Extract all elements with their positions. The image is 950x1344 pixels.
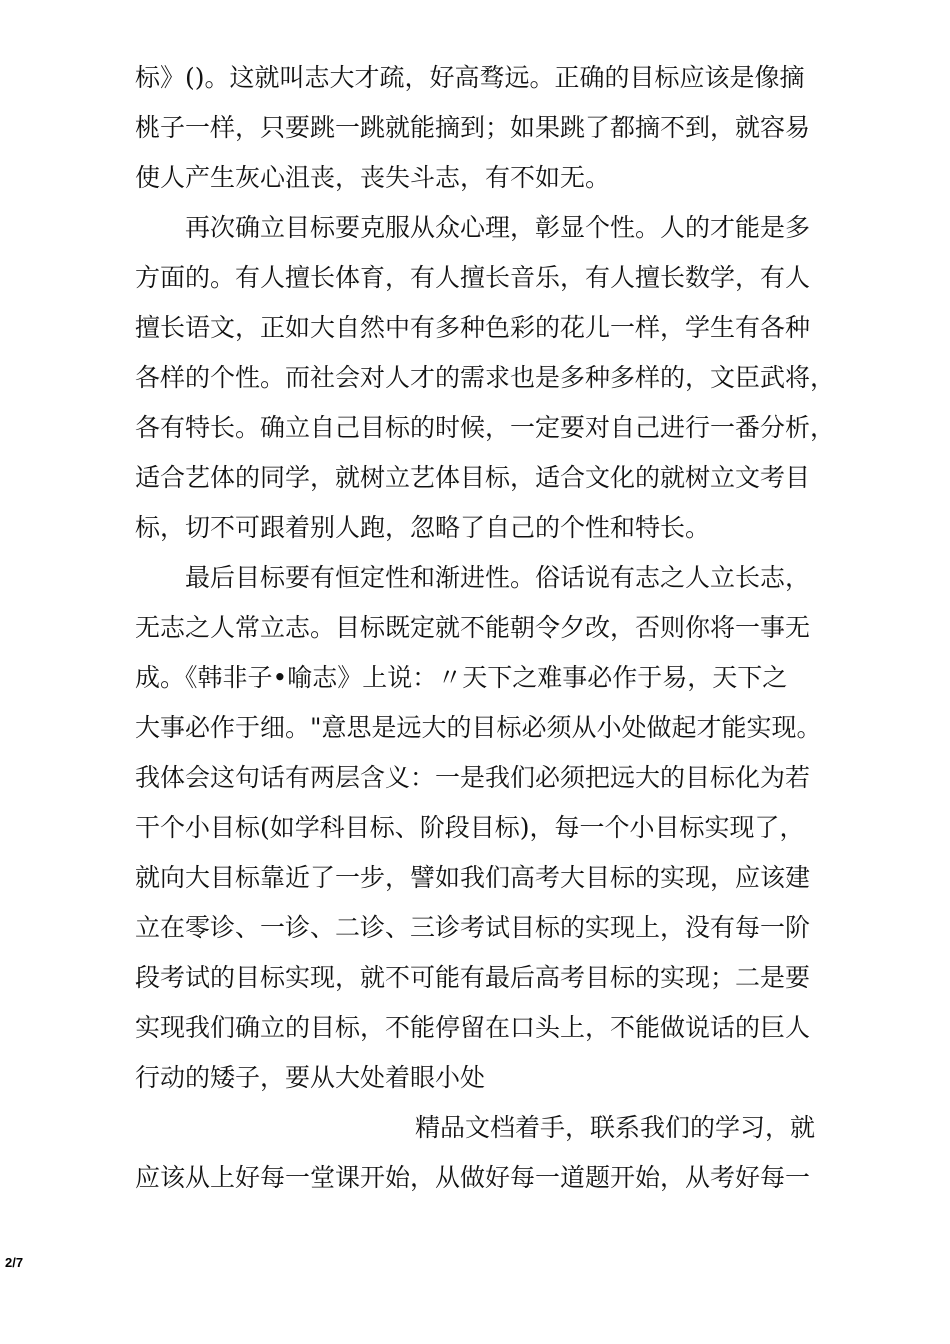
text-line: 擅长语文，正如大自然中有多种色彩的花儿一样，学生有各种 [135, 313, 811, 342]
text-line: 适合艺体的同学，就树立艺体目标，适合文化的就树立文考目 [135, 463, 811, 492]
text-line: 桃子一样，只要跳一跳就能摘到；如果跳了都摘不到，就容易 [135, 113, 811, 142]
text-line: 无志之人常立志。目标既定就不能朝令夕改，否则你将一事无 [135, 613, 811, 642]
paragraph-start-line: 最后目标要有恒定性和渐进性。俗话说有志之人立长志， [185, 563, 811, 592]
text-line: 各样的个性。而社会对人才的需求也是多种多样的，文臣武将， [135, 363, 835, 392]
page-number: 2/7 [5, 1255, 24, 1270]
paragraph-start-line: 再次确立目标要克服从众心理，彰显个性。人的才能是多 [185, 213, 811, 242]
text-line: 大事必作于细。"意思是远大的目标必须从小处做起才能实现。 [135, 713, 822, 742]
text-line: 干个小目标(如学科目标、阶段目标)，每一个小目标实现了， [135, 813, 805, 842]
text-line: 标》()。这就叫志大才疏，好高骛远。正确的目标应该是像摘 [135, 63, 805, 92]
text-line: 精品文档着手，联系我们的学习，就 [415, 1113, 816, 1142]
text-line: 行动的矮子，要从大处着眼小处 [135, 1063, 486, 1092]
text-line: 各有特长。确立自己目标的时候，一定要对自己进行一番分析， [135, 413, 835, 442]
text-line: 我体会这句话有两层含义：一是我们必须把远大的目标化为若 [135, 763, 811, 792]
text-line: 段考试的目标实现，就不可能有最后高考目标的实现；二是要 [135, 963, 811, 992]
text-line: 方面的。有人擅长体育，有人擅长音乐，有人擅长数学，有人 [135, 263, 811, 292]
text-line: 成。《韩非子•喻志》上说：〃天下之难事必作于易，天下之 [135, 663, 788, 692]
text-line: 应该从上好每一堂课开始，从做好每一道题开始，从考好每一 [135, 1163, 811, 1192]
text-line: 立在零诊、一诊、二诊、三诊考试目标的实现上，没有每一阶 [135, 913, 811, 942]
text-line: 标，切不可跟着别人跑，忽略了自己的个性和特长。 [135, 513, 711, 542]
text-line: 就向大目标靠近了一步，譬如我们高考大目标的实现，应该建 [135, 863, 811, 892]
text-line: 实现我们确立的目标，不能停留在口头上，不能做说话的巨人 [135, 1013, 811, 1042]
text-line: 使人产生灰心沮丧，丧失斗志，有不如无。 [135, 163, 611, 192]
